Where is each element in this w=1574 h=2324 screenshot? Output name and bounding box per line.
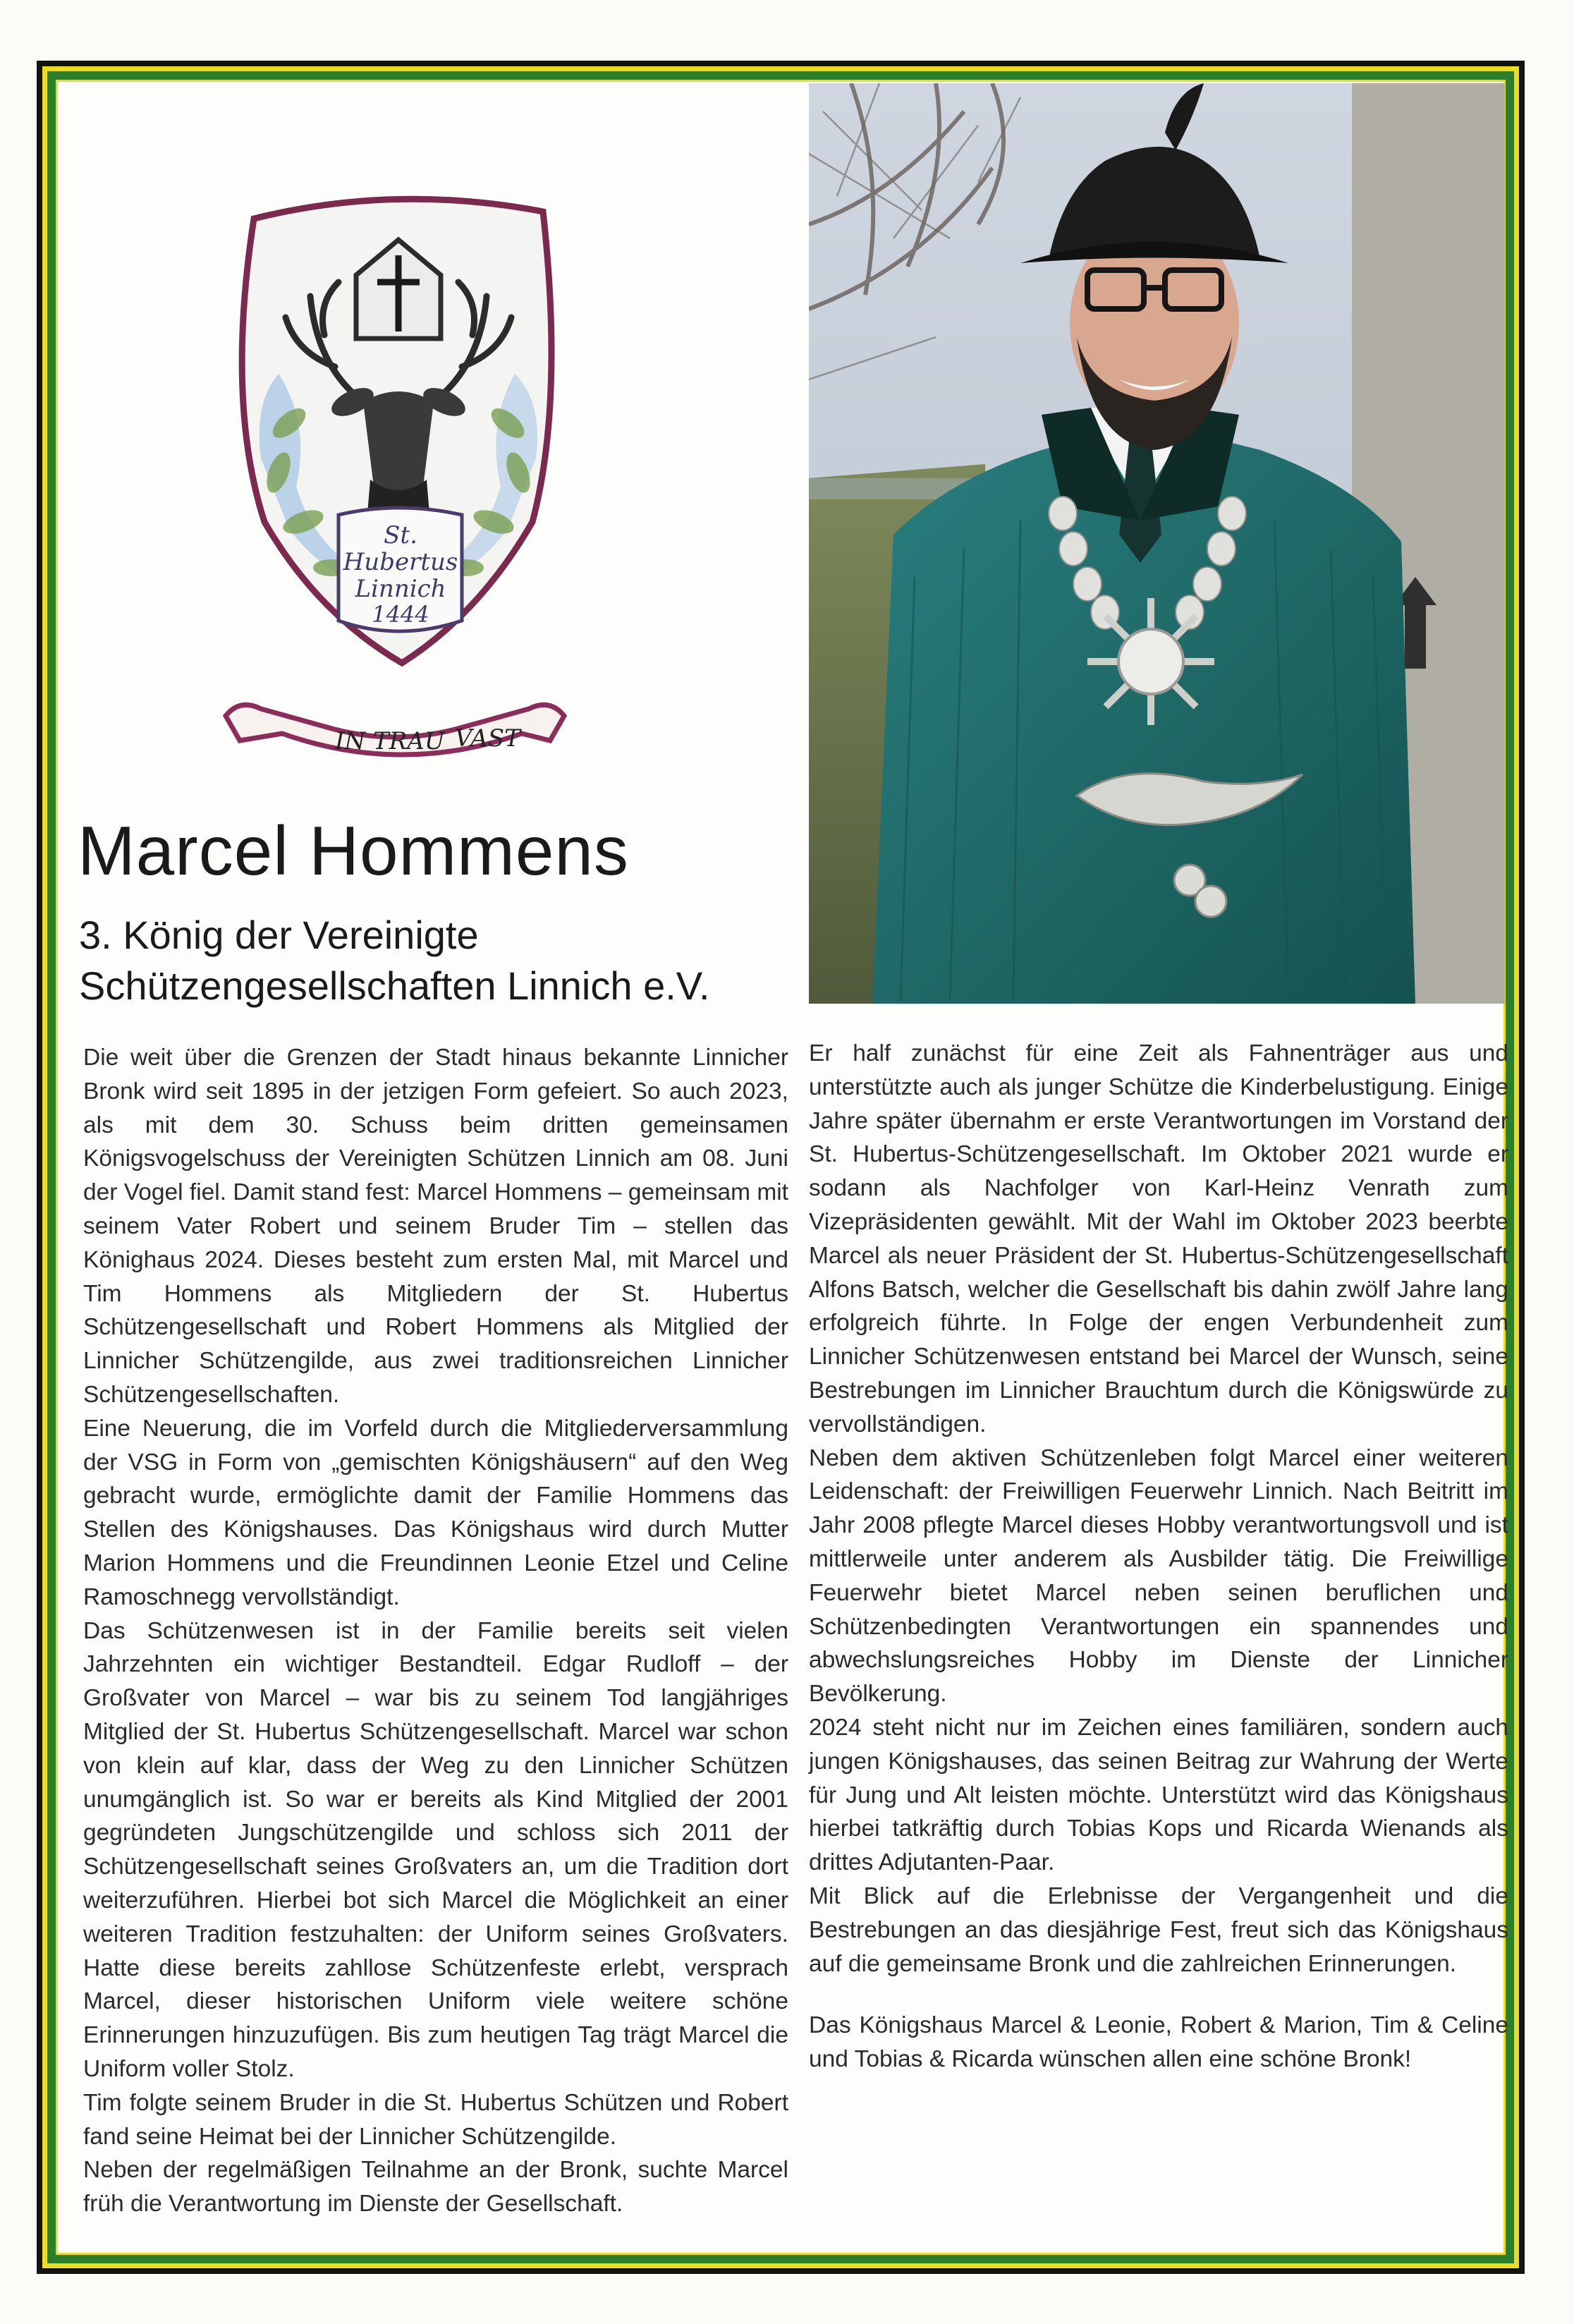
subtitle-line-1: 3. König der Vereinigte xyxy=(79,913,479,957)
page-subtitle xyxy=(79,910,784,1011)
paragraph: Tim folgte seinem Bruder in die St. Hubertus Schützen und Robert fand seine Heimat bei der Linnicher Schützengilde. xyxy=(83,2089,788,2150)
crest-text-year: 1444 xyxy=(372,601,429,628)
paragraph: Er half zunächst für eine Zeit als Fahnenträger aus und unterstützte auch als junger Schütze die Kinderbelustigung. Einige Jahre später übernahm er erste Verantwortungen im Vorstand der St. Hubertus-Schützengesellschaft. Im Oktober 2021 wurde er sodann als Nachfolger von Karl-Heinz Venrath zum Vizepräsidenten gewählt. Mit der Wahl im Oktober 2023 beerbte Marcel als neuer Präsident der St. Hubertus-Schützengesellschaft Alfons Batsch, welcher die Gesellschaft bis dahin zwölf Jahre lang erfolgreich führte. In Folge der engen Verbundenheit zum Linnicher Schützenwesen entstand bei Marcel der Wunsch, seine Bestrebungen im Linnicher Brauchtum durch die Königswürde zu vervollständigen. xyxy=(809,1040,1508,1437)
article-column-right xyxy=(809,1037,1508,2076)
paragraph: Das Schützenwesen ist in der Familie bereits seit vielen Jahrzehnten ein wichtiger Bestandteil. Edgar Rudloff – der Großvater von Marcel – war bis zu seinem Tod langjähriges Mitglied der St. Hubertus Schützengesellschaft. Marcel war schon von klein auf klar, dass der Weg zu den Linnicher Schützen unumgänglich ist. So war er bereits als Kind Mitglied der 2001 gegründeten Jungschützengilde und schloss sich 2011 der Schützengesellschaft seines Großvaters an, um die Tradition dort weiterzuführen. Hierbei bot sich Marcel die Möglichkeit an einer weiteren Tradition festzuhalten: der Uniform seines Großvaters. Hatte diese bereits zahllose Schützenfeste erlebt, versprach Marcel, dieser historischen Uniform viele weitere schöne Erinnerungen hinzuzufügen. Bis zum heutigen Tag trägt Marcel die Uniform voller Stolz. xyxy=(83,1617,788,2082)
page-title: Marcel Hommens xyxy=(78,812,629,889)
paragraph: Eine Neuerung, die im Vorfeld durch die Mitgliederversammlung der VSG in Form von „gemischten Königshäusern“ auf den Weg gebracht wurde, ermöglichte damit der Familie Hommens das Stellen des Königshauses. Das Königshaus wird durch Mutter Marion Hommens und die Freundinnen Leonie Etzel und Celine Ramoschnegg vervollständigt. xyxy=(83,1415,788,1610)
ribbon-text-right: VAST xyxy=(455,724,520,753)
paragraph: Mit Blick auf die Erlebnisse der Vergangenheit und die Bestrebungen an das diesjährige Fest, freut sich das Königshaus auf die gemeinsame Bronk und die zahlreichen Erinnerungen. xyxy=(809,1882,1508,1977)
club-crest xyxy=(212,190,578,776)
paragraph: Neben dem aktiven Schützenleben folgt Marcel einer weiteren Leidenschaft: der Freiwilligen Feuerwehr Linnich. Nach Beitritt im Jahr 2008 pflegte Marcel dieses Hobby verantwortungsvoll und ist mittlerweile unter anderem als Ausbilder tätig. Die Freiwillige Feuerwehr bietet Marcel neben seinen beruflichen und Schützenbedingten Verantwortungen ein spannendes und abwechslungsreiches Hobby im Dienste der Linnicher Bevölkerung. xyxy=(809,1444,1508,1708)
paragraph: 2024 steht nicht nur im Zeichen eines familiären, sondern auch jungen Königshauses, das seinen Beitrag zur Wahrung der Werte für Jung und Alt leisten möchte. Unterstützt wird das Königshaus hierbei tatkräftig durch Tobias Kops und Ricarda Wienands als drittes Adjutanten-Paar. xyxy=(809,1714,1508,1876)
crest-text-linnich: Linnich xyxy=(355,575,446,603)
crest-text-st: St. xyxy=(384,521,417,549)
closing-greeting: Das Königshaus Marcel & Leonie, Robert & Marion, Tim & Celine und Tobias & Ricarda wünschen allen eine schöne Bronk! xyxy=(809,2012,1508,2073)
ribbon-text-left: IN TRAU xyxy=(335,727,445,755)
crest-text-hubertus: Hubertus xyxy=(343,548,458,576)
paragraph: Neben der regelmäßigen Teilnahme an der Bronk, suchte Marcel früh die Verantwortung im Dienste der Gesellschaft. xyxy=(83,2157,788,2217)
portrait-photo xyxy=(809,83,1505,1004)
subtitle-line-2: Schützengesellschaften Linnich e.V. xyxy=(79,963,710,1008)
article-column-left xyxy=(83,1041,788,2221)
paragraph: Die weit über die Grenzen der Stadt hinaus bekannte Linnicher Bronk wird seit 1895 in der jetzigen Form gefeiert. So auch 2023, als mit dem 30. Schuss beim dritten gemeinsamen Königsvogelschuss der Vereinigten Schützen Linnich am 08. Juni der Vogel fiel. Damit stand fest: Marcel Hommens – gemeinsam mit seinem Vater Robert und seinem Bruder Tim – stellen das Könighaus 2024. Dieses besteht zum ersten Mal, mit Marcel und Tim Hommens als Mitgliedern der St. Hubertus Schützengesellschaft und Robert Hommens als Mitglied der Linnicher Schützengilde, aus zwei traditionsreichen Linnicher Schützengesellschaften. xyxy=(83,1045,788,1408)
